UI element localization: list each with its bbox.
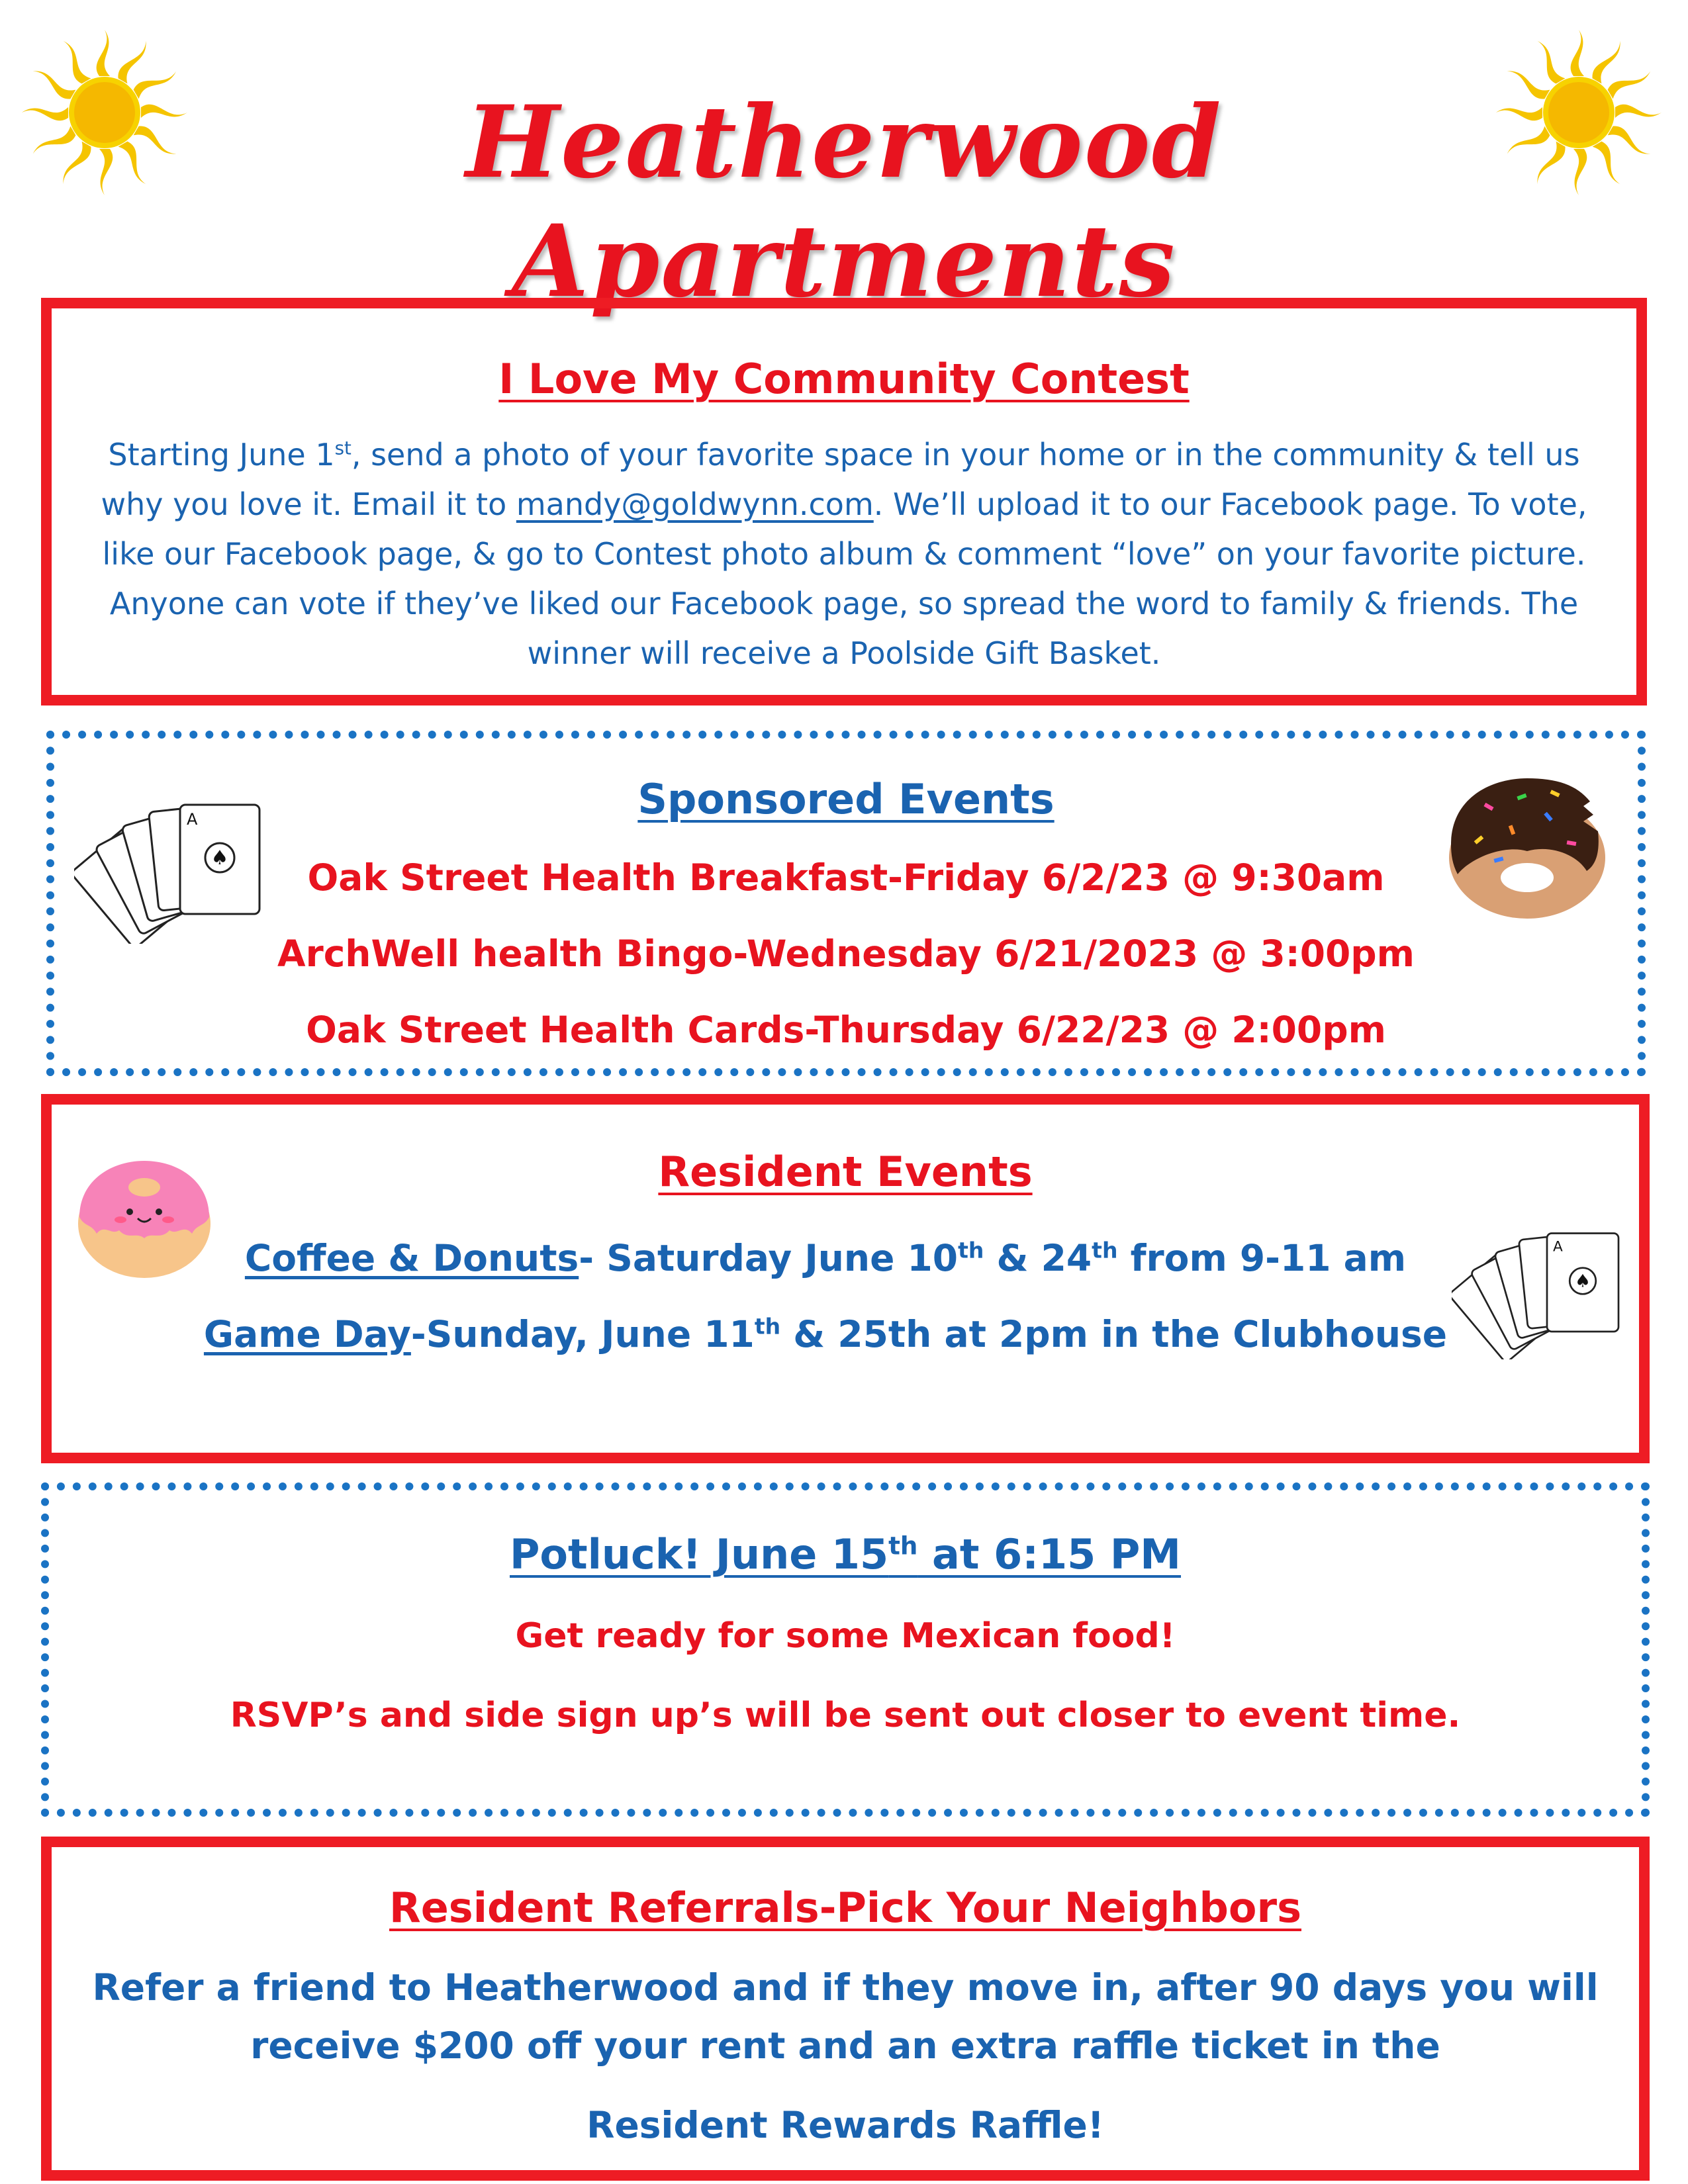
event-text: -Sunday, June 11 bbox=[410, 1313, 755, 1355]
sponsored-events-title: Sponsored Events bbox=[637, 775, 1055, 823]
resident-events-box bbox=[41, 1094, 1650, 1463]
contest-text-end: . We’ll upload it to our Facebook page. To vote, like our Facebook page, & go to Contest photo album & comment “love” on your favorite picture. Anyone can vote if they’ve liked our Facebook page, so spread the word to family & friends. The winner will receive a Poolside Gift Basket. bbox=[102, 486, 1587, 671]
contest-description bbox=[98, 430, 1590, 678]
playing-cards-icon bbox=[74, 792, 273, 944]
potluck-title-text: Potluck! June 15 bbox=[509, 1530, 889, 1578]
playing-cards-icon bbox=[1452, 1220, 1630, 1359]
contest-title: I Love My Community Contest bbox=[498, 355, 1190, 403]
sun-icon bbox=[19, 26, 191, 199]
ordinal-suffix: th bbox=[888, 1531, 918, 1561]
sponsored-event-item: Oak Street Health Breakfast-Friday 6/2/23 @ 9:30am bbox=[307, 856, 1385, 899]
referrals-text: receive $200 off your rent and an extra raffle ticket in the bbox=[250, 2025, 1440, 2067]
sponsored-event-item: ArchWell health Bingo-Wednesday 6/21/2023 @ 3:00pm bbox=[277, 933, 1415, 975]
potluck-title bbox=[49, 1530, 1642, 1578]
ordinal-suffix: th bbox=[754, 1313, 781, 1340]
svg-text:♠: ♠ bbox=[1574, 1271, 1591, 1292]
referrals-text: Refer a friend to Heatherwood and if they move in, after 90 days you will bbox=[92, 1966, 1599, 2009]
coffee-donuts-event bbox=[32, 1237, 1619, 1279]
referrals-box bbox=[41, 1837, 1650, 2181]
contest-text-start: Starting June 1 bbox=[108, 437, 335, 473]
ordinal-suffix: st bbox=[334, 437, 352, 459]
sponsored-events-box bbox=[46, 731, 1646, 1076]
page-title: Heatherwood Apartments bbox=[465, 84, 1223, 320]
contest-text-middle: , send a photo of your favorite space in your home or in the community & tell us why you love it. Email it to bbox=[101, 437, 1580, 522]
event-text: & 25th at 2pm in the Clubhouse bbox=[780, 1313, 1448, 1355]
event-text: from 9-11 am bbox=[1117, 1237, 1407, 1279]
referrals-title: Resident Referrals-Pick Your Neighbors bbox=[389, 1884, 1301, 1932]
svg-text:A: A bbox=[1553, 1238, 1563, 1255]
chocolate-donut-icon bbox=[1444, 765, 1610, 924]
coffee-donuts-link[interactable]: Coffee & Donuts bbox=[244, 1237, 579, 1279]
sponsored-event-item: Oak Street Health Cards-Thursday 6/22/23 @ 2:00pm bbox=[306, 1009, 1386, 1051]
game-day-event bbox=[32, 1313, 1619, 1355]
email-link[interactable]: mandy@goldwynn.com bbox=[516, 486, 874, 522]
potluck-title-text: at 6:15 PM bbox=[917, 1530, 1182, 1578]
svg-text:A: A bbox=[187, 810, 198, 829]
contest-box bbox=[41, 298, 1647, 705]
potluck-detail: RSVP’s and side sign up’s will be sent out closer to event time. bbox=[230, 1696, 1461, 1735]
svg-text:♠: ♠ bbox=[211, 846, 229, 870]
event-text: & 24 bbox=[984, 1237, 1092, 1279]
potluck-box bbox=[41, 1482, 1650, 1817]
resident-events-title: Resident Events bbox=[658, 1148, 1033, 1196]
ordinal-suffix: th bbox=[1092, 1237, 1118, 1263]
referrals-text: Resident Rewards Raffle! bbox=[586, 2104, 1104, 2146]
ordinal-suffix: th bbox=[958, 1237, 984, 1263]
potluck-detail: Get ready for some Mexican food! bbox=[515, 1616, 1176, 1656]
event-text: - Saturday June 10 bbox=[579, 1237, 959, 1279]
pink-donut-icon bbox=[71, 1151, 217, 1283]
game-day-link[interactable]: Game Day bbox=[203, 1313, 411, 1355]
